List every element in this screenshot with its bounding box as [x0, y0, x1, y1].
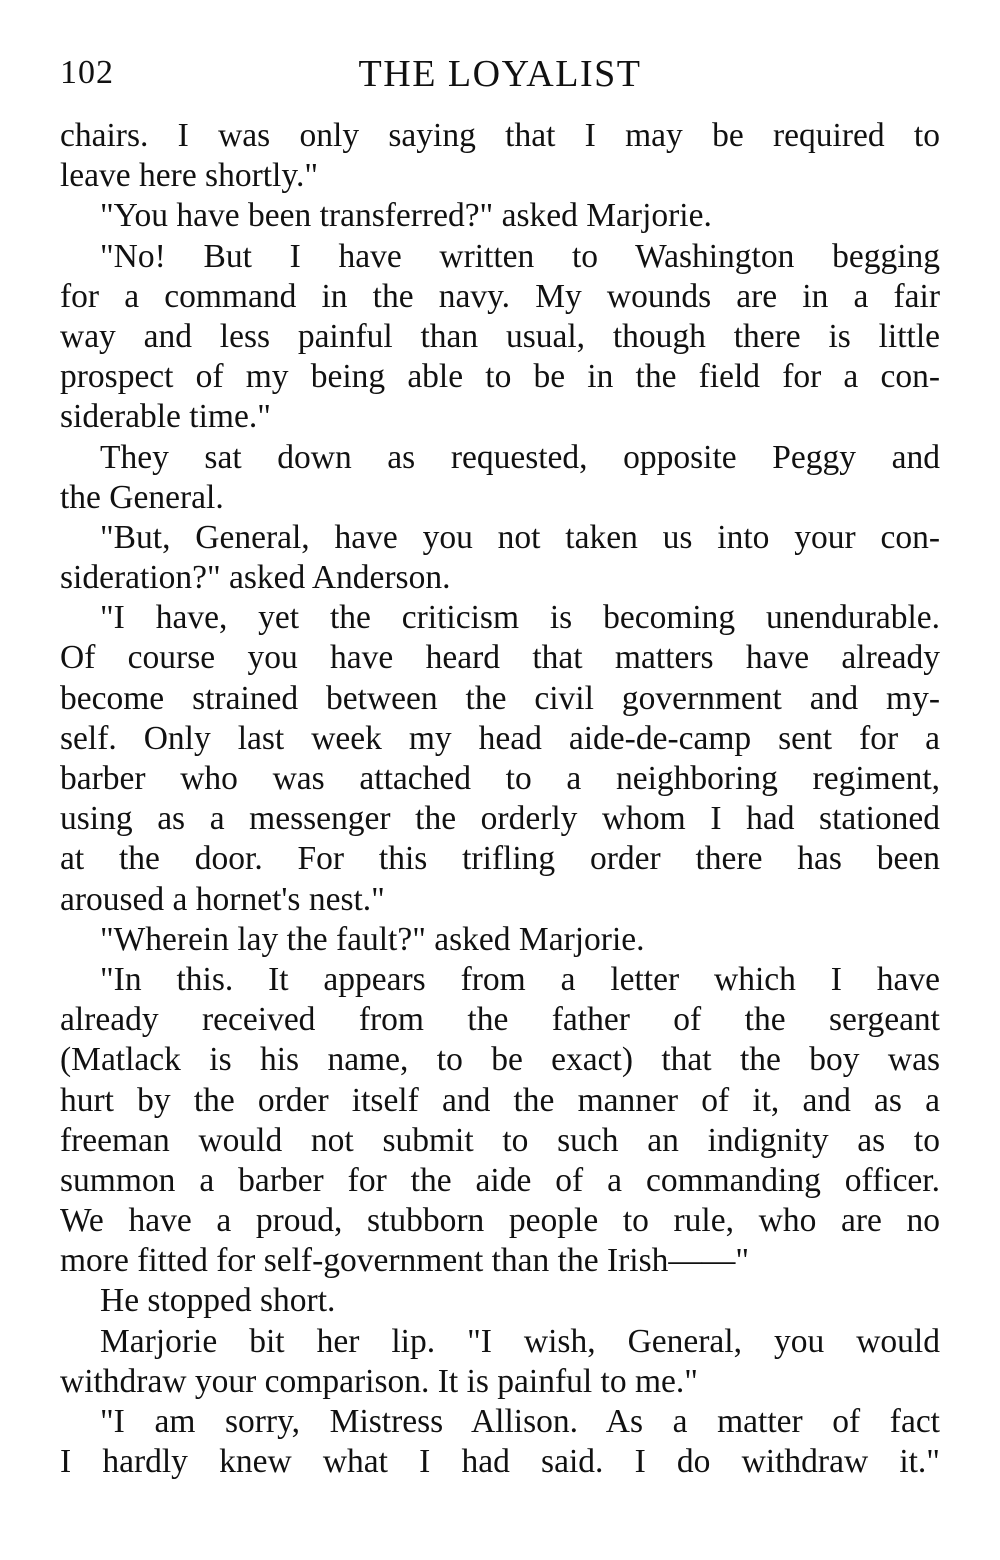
text-line: Marjorie bit her lip. "I wish, General, you would: [100, 1322, 940, 1360]
text-line: "No! But I have written to Washington begging: [100, 237, 940, 275]
text-line: prospect of my being able to be in the field for a con-: [60, 358, 940, 396]
text-line: become strained between the civil government and my-: [60, 679, 940, 717]
text-line: Of course you have heard that matters have already: [60, 639, 940, 677]
text-line: I hardly knew what I had said. I do withdraw it.": [60, 1443, 940, 1481]
text-line: siderable time.": [60, 398, 271, 436]
text-line: barber who was attached to a neighboring regiment,: [60, 760, 940, 797]
body-text: [60, 116, 940, 1482]
text-line: (Matlack is his name, to be exact) that the boy was: [60, 1041, 940, 1079]
text-line: freeman would not submit to such an indignity as to: [60, 1121, 940, 1159]
text-line: hurt by the order itself and the manner of it, and as a: [60, 1081, 940, 1119]
running-title: THE LOYALIST: [358, 53, 642, 95]
text-line: aroused a hornet's nest.": [60, 880, 385, 918]
text-line: sideration?" asked Anderson.: [60, 559, 451, 597]
text-line: "You have been transferred?" asked Marjorie.: [100, 197, 712, 235]
text-line: the General.: [60, 478, 224, 516]
text-line: "In this. It appears from a letter which I have: [100, 960, 940, 998]
text-line: more fitted for self-government than the Irish——": [60, 1242, 750, 1280]
text-line: for a command in the navy. My wounds are in a fair: [60, 277, 940, 315]
text-line: chairs. I was only saying that I may be required to: [60, 117, 940, 154]
text-line: at the door. For this trifling order there has been: [60, 840, 940, 878]
text-line: He stopped short.: [100, 1282, 336, 1320]
text-line: using as a messenger the orderly whom I had stationed: [60, 800, 940, 838]
text-line: They sat down as requested, opposite Peggy and: [100, 438, 940, 476]
page-number: 102: [60, 54, 114, 91]
page-header: [60, 52, 940, 102]
text-line: withdraw your comparison. It is painful to me.": [60, 1362, 698, 1400]
text-line: leave here shortly.": [60, 157, 318, 195]
text-line: "But, General, have you not taken us into your con-: [100, 518, 940, 556]
text-line: "I am sorry, Mistress Allison. As a matter of fact: [100, 1403, 940, 1440]
text-line: "I have, yet the criticism is becoming unendurable.: [100, 599, 940, 637]
text-line: way and less painful than usual, though there is little: [60, 317, 940, 355]
text-line: We have a proud, stubborn people to rule, who are no: [60, 1202, 940, 1240]
text-line: "Wherein lay the fault?" asked Marjorie.: [100, 920, 645, 958]
text-line: already received from the father of the sergeant: [60, 1001, 940, 1039]
text-line: self. Only last week my head aide-de-camp sent for a: [60, 719, 940, 757]
text-line: summon a barber for the aide of a commanding officer.: [60, 1161, 940, 1199]
